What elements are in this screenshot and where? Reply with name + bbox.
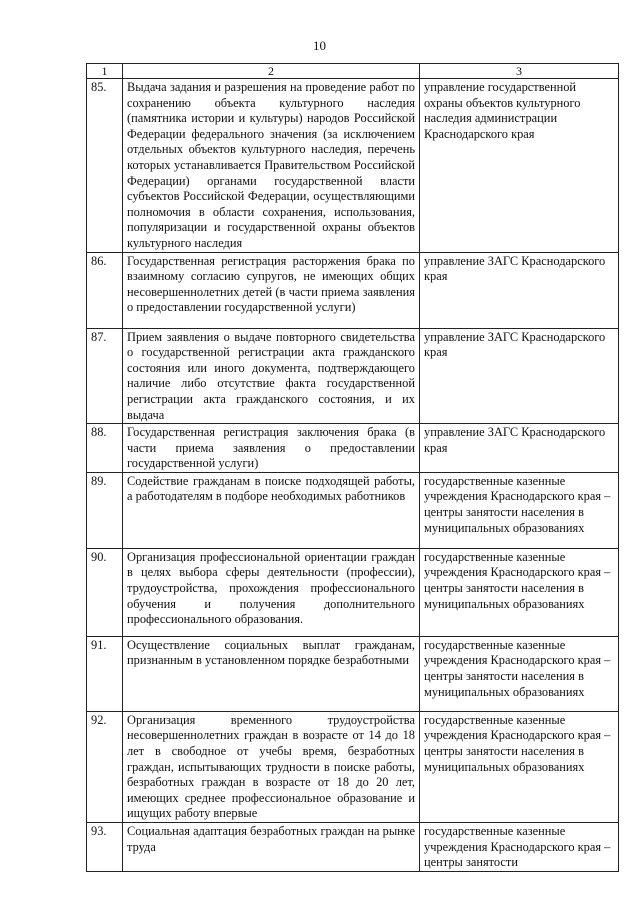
service-description: Организация временного трудоустройства несовершеннолетних граждан в возрасте от 14 до 18 лет в свободное от учебы время, безработных граждан, испытывающих трудности в поиске работы, безработных граждан в возрасте от 18 до 20 лет, имеющих среднее профессиональное образование и ищущих работу впервые bbox=[123, 711, 420, 822]
row-number: 85. bbox=[87, 79, 123, 253]
table-row bbox=[87, 636, 619, 711]
service-description: Прием заявления о выдаче повторного свидетельства о государственной регистрации акта гражданского состояния или иного документа, подтверждающего наличие либо отсутствие факта государственной регистрации акта гражданского состояния, и их выдача bbox=[123, 328, 420, 424]
row-number: 90. bbox=[87, 548, 123, 636]
table-row bbox=[87, 79, 619, 253]
row-number: 89. bbox=[87, 472, 123, 548]
table-row bbox=[87, 548, 619, 636]
responsible-department: управление государственной охраны объектов культурного наследия администрации Краснодарского края bbox=[420, 79, 619, 253]
service-description: Организация профессиональной ориентации граждан в целях выбора сферы деятельности (профессии), трудоустройства, прохождения профессионального обучения и получения дополнительного профессионального образования. bbox=[123, 548, 420, 636]
responsible-department: государственные казенные учреждения Краснодарского края – центры занятости населения в муниципальных образованиях bbox=[420, 548, 619, 636]
responsible-department: государственные казенные учреждения Краснодарского края – центры занятости bbox=[420, 823, 619, 872]
row-number: 91. bbox=[87, 636, 123, 711]
row-number: 88. bbox=[87, 424, 123, 473]
responsible-department: государственные казенные учреждения Краснодарского края – центры занятости населения в муниципальных образованиях bbox=[420, 636, 619, 711]
responsible-department: управление ЗАГС Краснодарского края bbox=[420, 328, 619, 424]
service-description: Осуществление социальных выплат гражданам, признанным в установленном порядке безработными bbox=[123, 636, 420, 711]
page-number: 10 bbox=[313, 38, 326, 53]
table-row bbox=[87, 328, 619, 424]
service-description: Государственная регистрация расторжения брака по взаимному согласию супругов, не имеющих общих несовершеннолетних детей (в части приема заявления о предоставлении государственной услуги) bbox=[123, 252, 420, 328]
service-description: Государственная регистрация заключения брака (в части приема заявления о предоставлении государственной услуги) bbox=[123, 424, 420, 473]
table-row bbox=[87, 252, 619, 328]
service-description: Выдача задания и разрешения на проведение работ по сохранению объекта культурного наследия (памятника истории и культуры) народов Российской Федерации федерального значения (за исключением отдельных объектов культурного наследия, перечень которых устанавливается Правительством Российской Федерации) органами государственной власти субъектов Российской Федерации, осуществляющими полномочия в области сохранения, использования, популяризации и государственной охраны объектов культурного наследия bbox=[123, 79, 420, 253]
row-number: 87. bbox=[87, 328, 123, 424]
row-number: 86. bbox=[87, 252, 123, 328]
table-row bbox=[87, 823, 619, 872]
table-row bbox=[87, 424, 619, 473]
table-row bbox=[87, 472, 619, 548]
services-table bbox=[86, 63, 619, 872]
responsible-department: управление ЗАГС Краснодарского края bbox=[420, 424, 619, 473]
column-header-department: 3 bbox=[420, 64, 619, 79]
column-header-service: 2 bbox=[123, 64, 420, 79]
column-header-number: 1 bbox=[87, 64, 123, 79]
responsible-department: государственные казенные учреждения Краснодарского края – центры занятости населения в муниципальных образованиях bbox=[420, 711, 619, 822]
service-description: Содействие гражданам в поиске подходящей работы, а работодателям в подборе необходимых работников bbox=[123, 472, 420, 548]
table-row bbox=[87, 711, 619, 822]
service-description: Социальная адаптация безработных граждан на рынке труда bbox=[123, 823, 420, 872]
responsible-department: управление ЗАГС Краснодарского края bbox=[420, 252, 619, 328]
row-number: 93. bbox=[87, 823, 123, 872]
row-number: 92. bbox=[87, 711, 123, 822]
responsible-department: государственные казенные учреждения Краснодарского края – центры занятости населения в муниципальных образованиях bbox=[420, 472, 619, 548]
table-header-row bbox=[87, 64, 619, 79]
